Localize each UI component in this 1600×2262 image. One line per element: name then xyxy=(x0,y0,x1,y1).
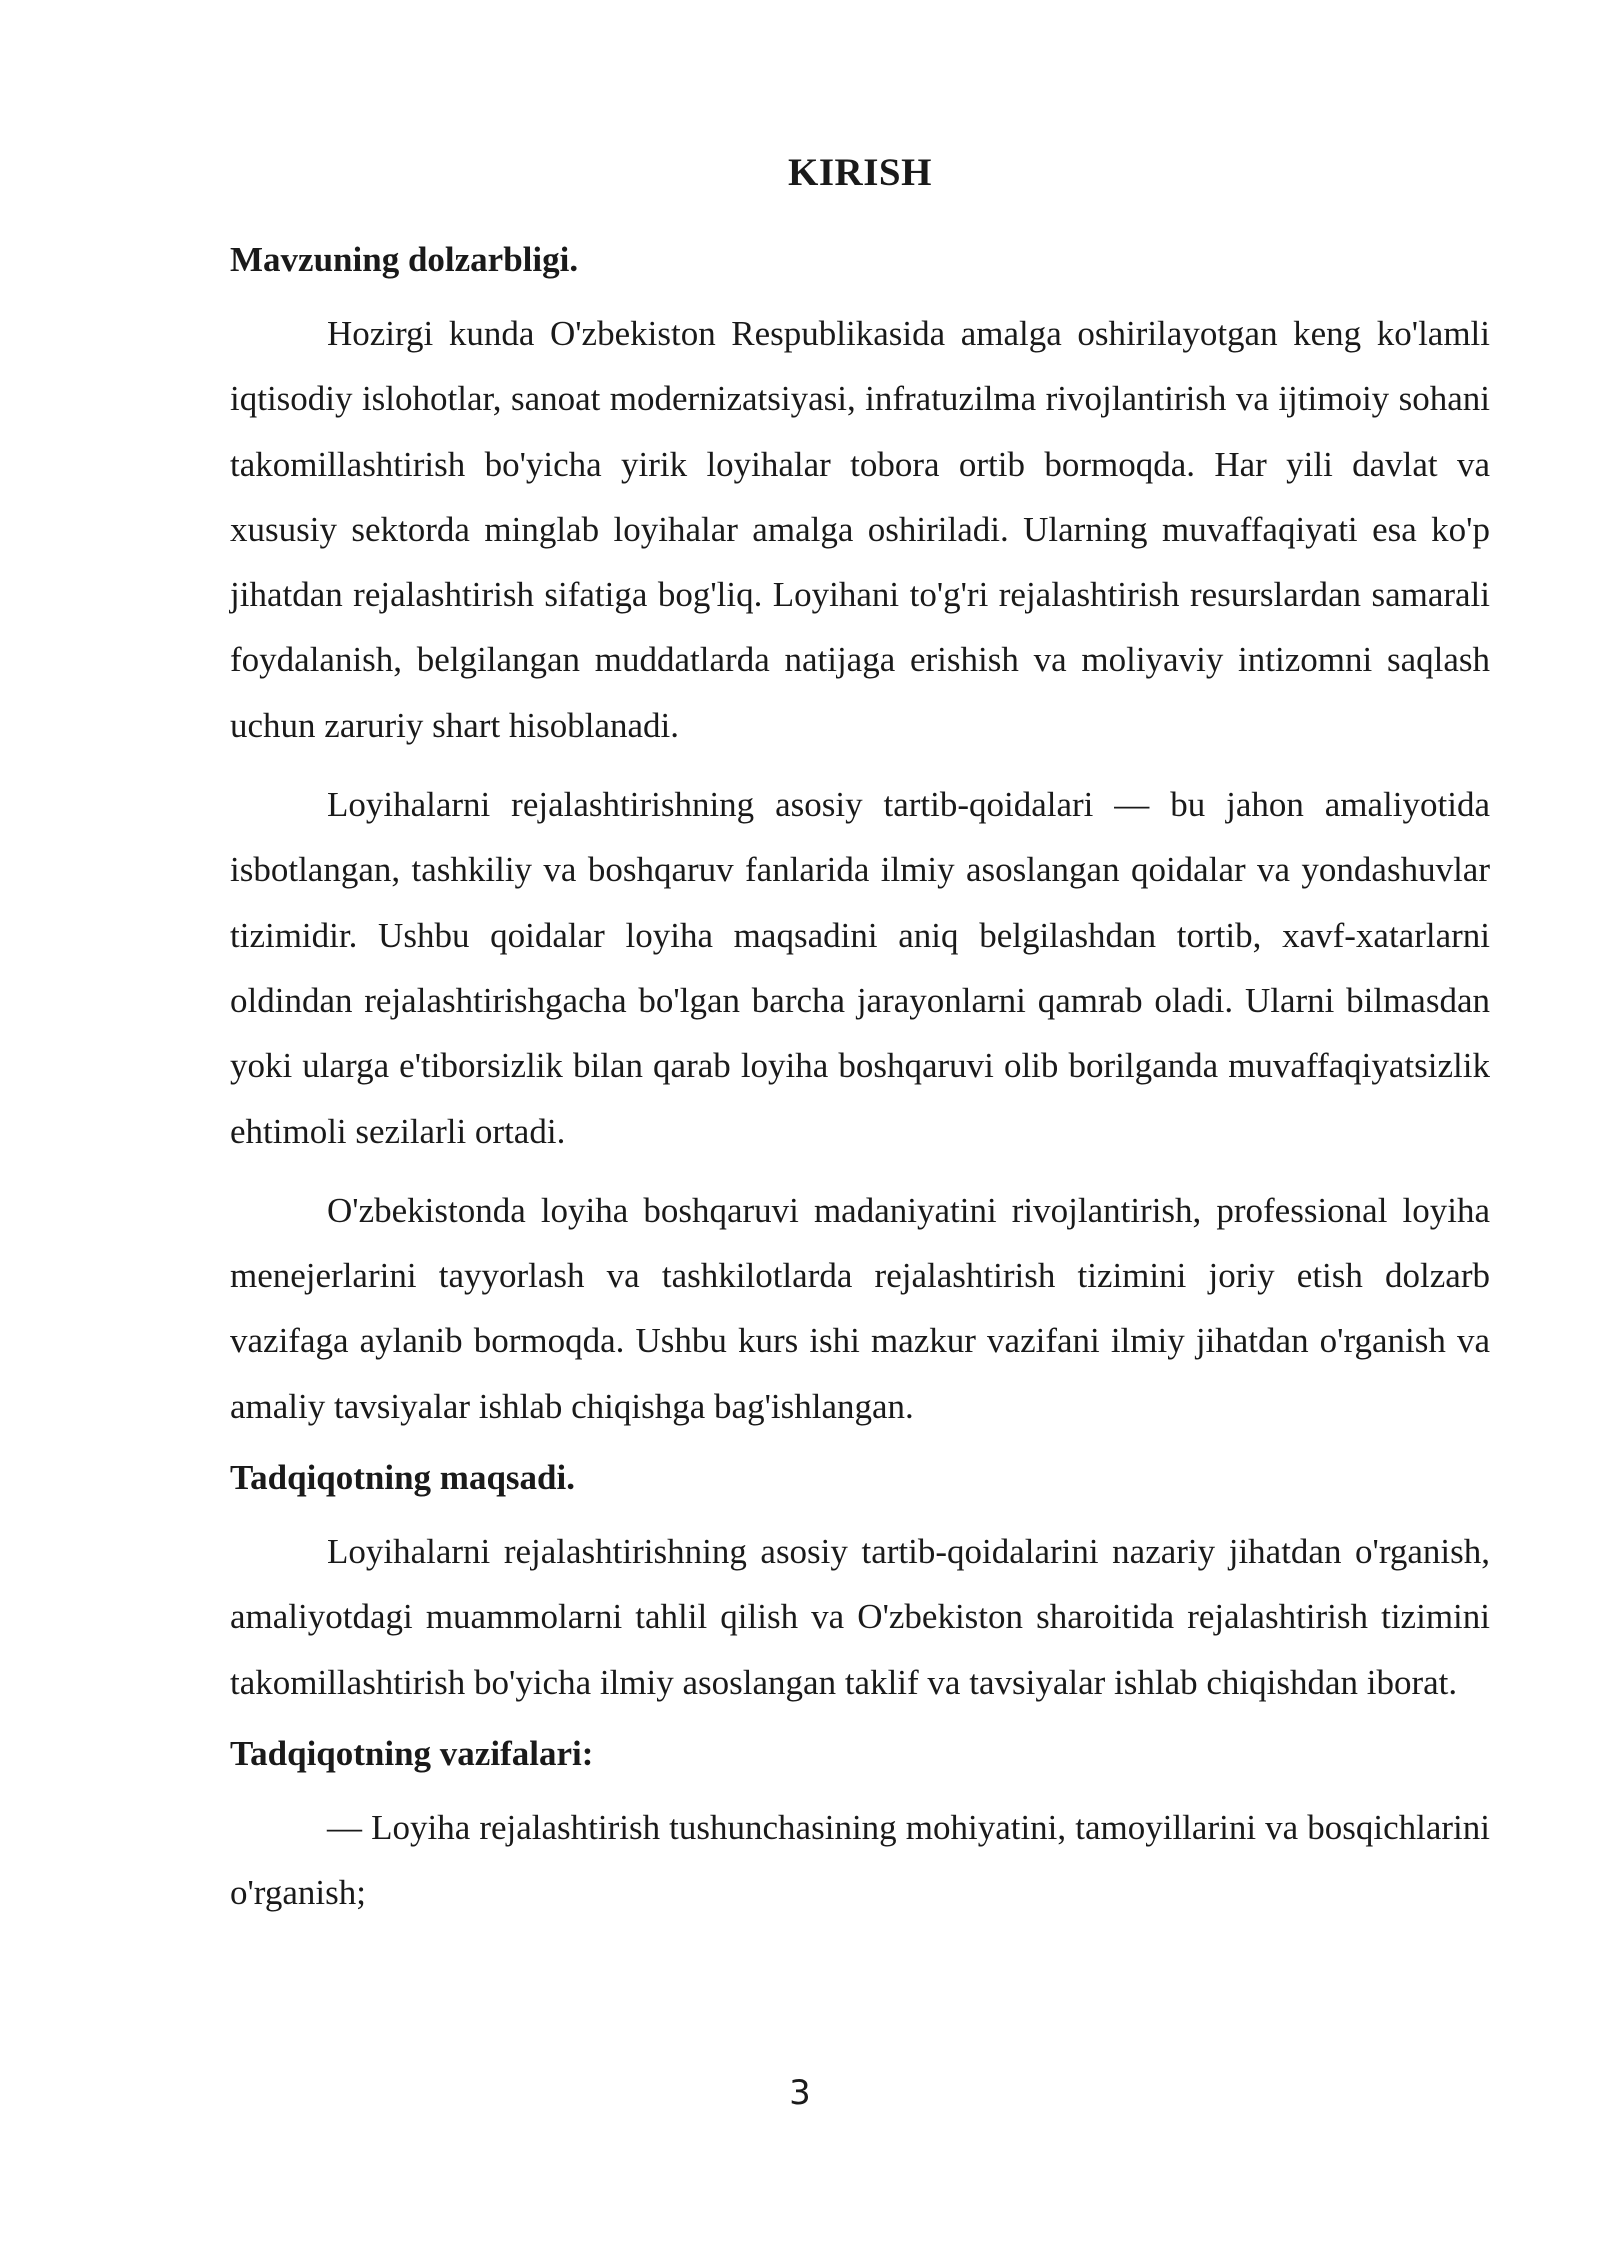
section-heading-goal: Tadqiqotning maqsadi. xyxy=(230,1458,575,1498)
section-heading-tasks: Tadqiqotning vazifalari: xyxy=(230,1733,594,1773)
task-list-item: — Loyiha rejalashtirish tushunchasining mohiyatini, tamoyillarini va bosqichlarini o'rganish; xyxy=(230,1807,1490,1913)
section-heading-relevance: Mavzuning dolzarbligi. xyxy=(230,240,579,279)
document-title: KIRISH xyxy=(788,151,932,194)
paragraph: Hozirgi kunda O'zbekiston Respublikasida amalga oshirilayotgan keng ko'lamli iqtisodiy islohotlar, sanoat modernizatsiyasi, infratuzilma rivojlantirish va ijtimoiy sohani takomillashtirish bo'yicha yirik loyihalar tobora ortib bormoqda. Har yili davlat va xususiy sektorda minglab loyihalar amalga oshiriladi. Ularning muvaffaqiyati esa ko'p jihatdan rejalashtirish sifatiga bog'liq. Loyihani to'g'ri rejalashtirish resurslardan samarali foydalanish, belgilangan muddatlarda natijaga erishish va moliyaviy intizomni saqlash uchun zaruriy shart hisoblanadi. xyxy=(230,314,1490,745)
document-page xyxy=(230,150,1490,1940)
paragraph: O'zbekistonda loyiha boshqaruvi madaniyatini rivojlantirish, professional loyiha menejerlarini tayyorlash va tashkilotlarda rejalashtirish tizimini joriy etish dolzarb vazifaga aylanib bormoqda. Ushbu kurs ishi mazkur vazifani ilmiy jihatdan o'rganish va amaliy tavsiyalar ishlab chiqishga bag'ishlangan. xyxy=(230,1190,1490,1426)
paragraph: Loyihalarni rejalashtirishning asosiy tartib-qoidalarini nazariy jihatdan o'rganish, amaliyotdagi muammolarni tahlil qilish va O'zbekiston sharoitida rejalashtirish tizimini takomillashtirish bo'yicha ilmiy asoslangan taklif va tavsiyalar ishlab chiqishdan iborat. xyxy=(230,1532,1490,1702)
paragraph: Loyihalarni rejalashtirishning asosiy tartib-qoidalari — bu jahon amaliyotida isbotlangan, tashkiliy va boshqaruv fanlarida ilmiy asoslangan qoidalar va yondashuvlar tizimidir. Ushbu qoidalar loyiha maqsadini aniq belgilashdan tortib, xavf-xatarlarni oldindan rejalashtirishgacha bo'lgan barcha jarayonlarni qamrab oladi. Ularni bilmasdan yoki ularga e'tiborsizlik bilan qarab loyiha boshqaruvi olib borilganda muvaffaqiyatsizlik ehtimoli sezilarli ortadi. xyxy=(230,785,1490,1151)
page-number: 3 xyxy=(789,2073,811,2113)
